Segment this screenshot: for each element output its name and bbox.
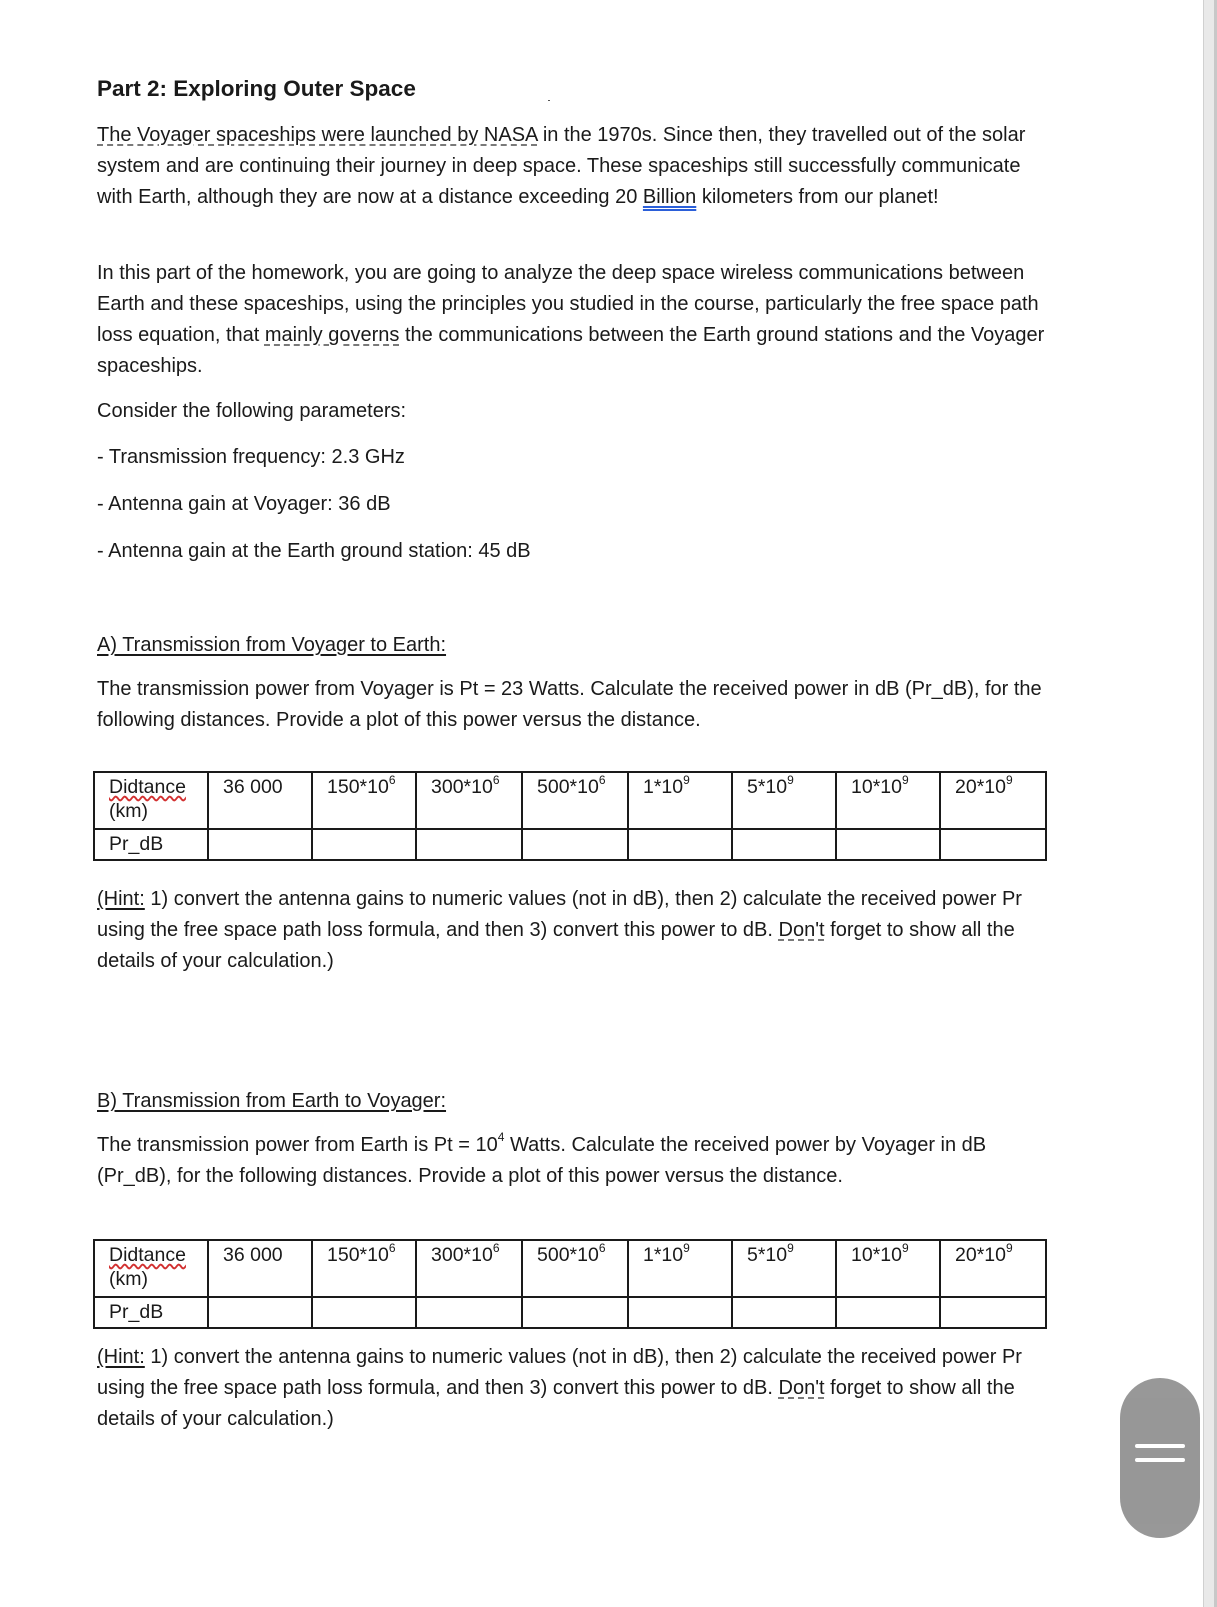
- pr-db-cell[interactable]: [940, 829, 1046, 860]
- distance-header: Didtance (km): [94, 772, 208, 829]
- pr-db-cell[interactable]: [732, 829, 836, 860]
- pr-db-label: Pr_dB: [94, 1297, 208, 1328]
- consider-line: Consider the following parameters:: [97, 400, 407, 422]
- param-frequency: - Transmission frequency: 2.3 GHz: [97, 446, 405, 468]
- pr-db-label: Pr_dB: [94, 829, 208, 860]
- pr-db-cell[interactable]: [416, 1297, 522, 1328]
- distance-cell: $20*10^9$: [940, 772, 1046, 829]
- distance-cell: $5*10^9$: [732, 1240, 836, 1297]
- pr-db-cell[interactable]: [732, 1297, 836, 1328]
- distance-cell: $1*10^9$: [628, 1240, 732, 1297]
- intro-paragraph: The Voyager spaceships were launched by NASA in the 1970s. Since then, they travelled out of the solar system and are continuing their journey in deep space. These spaceships still successfully communicate with Earth, although they are now at a distance exceeding 20 Billion kilometers from our planet!: [97, 124, 1026, 208]
- section-b-text: The transmission power from Earth is $Pt = 10^4$ Watts. Calculate the received power by Voyager in dB (Pr_dB), for the following distances. Provide a plot of this power versus the distance.: [97, 1130, 987, 1187]
- param-voyager-gain: - Antenna gain at Voyager: 36 dB: [97, 493, 391, 515]
- mainly-governs: mainly governs: [264, 324, 400, 346]
- analysis-paragraph: In this part of the homework, you are going to analyze the deep space wireless communications between Earth and these spaceships, using the principles you studied in the course, particularly the free space path loss equation, that mainly governs the communications between the Earth ground stations and the Voyager spaceships.: [97, 262, 1045, 377]
- distance-cell: 36 000: [208, 772, 312, 829]
- pr-db-cell[interactable]: [940, 1297, 1046, 1328]
- distance-cell: $10*10^9$: [836, 772, 940, 829]
- section-b-heading: B) Transmission from Earth to Voyager:: [97, 1090, 447, 1112]
- distance-cell: $150*10^6$: [312, 1240, 416, 1297]
- distance-cell: $300*10^6$: [416, 1240, 522, 1297]
- pr-db-cell[interactable]: [312, 829, 416, 860]
- section-a-text: The transmission power from Voyager is Pt = 23 Watts. Calculate the received power in dB (Pr_dB), for the following distances. Provide a plot of this power versus the distance.: [97, 678, 1042, 731]
- pr-db-cell[interactable]: [628, 1297, 732, 1328]
- billion-word: Billion: [642, 186, 697, 208]
- pause-overlay-button[interactable]: [1120, 1378, 1200, 1538]
- distance-cell: $1*10^9$: [628, 772, 732, 829]
- pr-db-cell[interactable]: [312, 1297, 416, 1328]
- table-row: [94, 1240, 1046, 1297]
- distance-cell: $150*10^6$: [312, 772, 416, 829]
- distance-header: Didtance (km): [94, 1240, 208, 1297]
- page-title: Part 2: Exploring Outer Space: [97, 76, 416, 101]
- pr-db-cell[interactable]: [522, 1297, 628, 1328]
- distance-cell: $10*10^9$: [836, 1240, 940, 1297]
- section-a-heading: A) Transmission from Voyager to Earth:: [97, 634, 447, 656]
- distance-cell: $20*10^9$: [940, 1240, 1046, 1297]
- intro-underlined: The Voyager spaceships were launched by NASA: [97, 124, 538, 146]
- hint-b: (Hint: 1) convert the antenna gains to numeric values (not in dB), then 2) calculate the received power Pr using the free space path loss formula, and then 3) convert this power to dB. Don't forget to show all the details of your calculation.): [97, 1346, 1022, 1430]
- table-row: [94, 829, 1046, 860]
- distance-cell: $300*10^6$: [416, 772, 522, 829]
- pause-icon: [1135, 1444, 1185, 1448]
- pr-db-cell[interactable]: [628, 829, 732, 860]
- param-earth-gain: - Antenna gain at the Earth ground station: 45 dB: [97, 540, 531, 562]
- table-row: [94, 1297, 1046, 1328]
- table-b: [93, 1239, 1047, 1329]
- cursor-mark: [548, 100, 550, 101]
- pr-db-cell[interactable]: [836, 1297, 940, 1328]
- table-row: [94, 772, 1046, 829]
- hint-a: (Hint: 1) convert the antenna gains to numeric values (not in dB), then 2) calculate the received power Pr using the free space path loss formula, and then 3) convert this power to dB. Don't forget to show all the details of your calculation.): [97, 888, 1022, 972]
- distance-cell: $500*10^6$: [522, 772, 628, 829]
- distance-cell: 36 000: [208, 1240, 312, 1297]
- pr-db-cell[interactable]: [208, 829, 312, 860]
- pr-db-cell[interactable]: [208, 1297, 312, 1328]
- pr-db-cell[interactable]: [836, 829, 940, 860]
- scrollbar[interactable]: [1203, 0, 1217, 1607]
- distance-cell: $5*10^9$: [732, 772, 836, 829]
- distance-cell: $500*10^6$: [522, 1240, 628, 1297]
- pr-db-cell[interactable]: [522, 829, 628, 860]
- pr-db-cell[interactable]: [416, 829, 522, 860]
- table-a: [93, 771, 1047, 861]
